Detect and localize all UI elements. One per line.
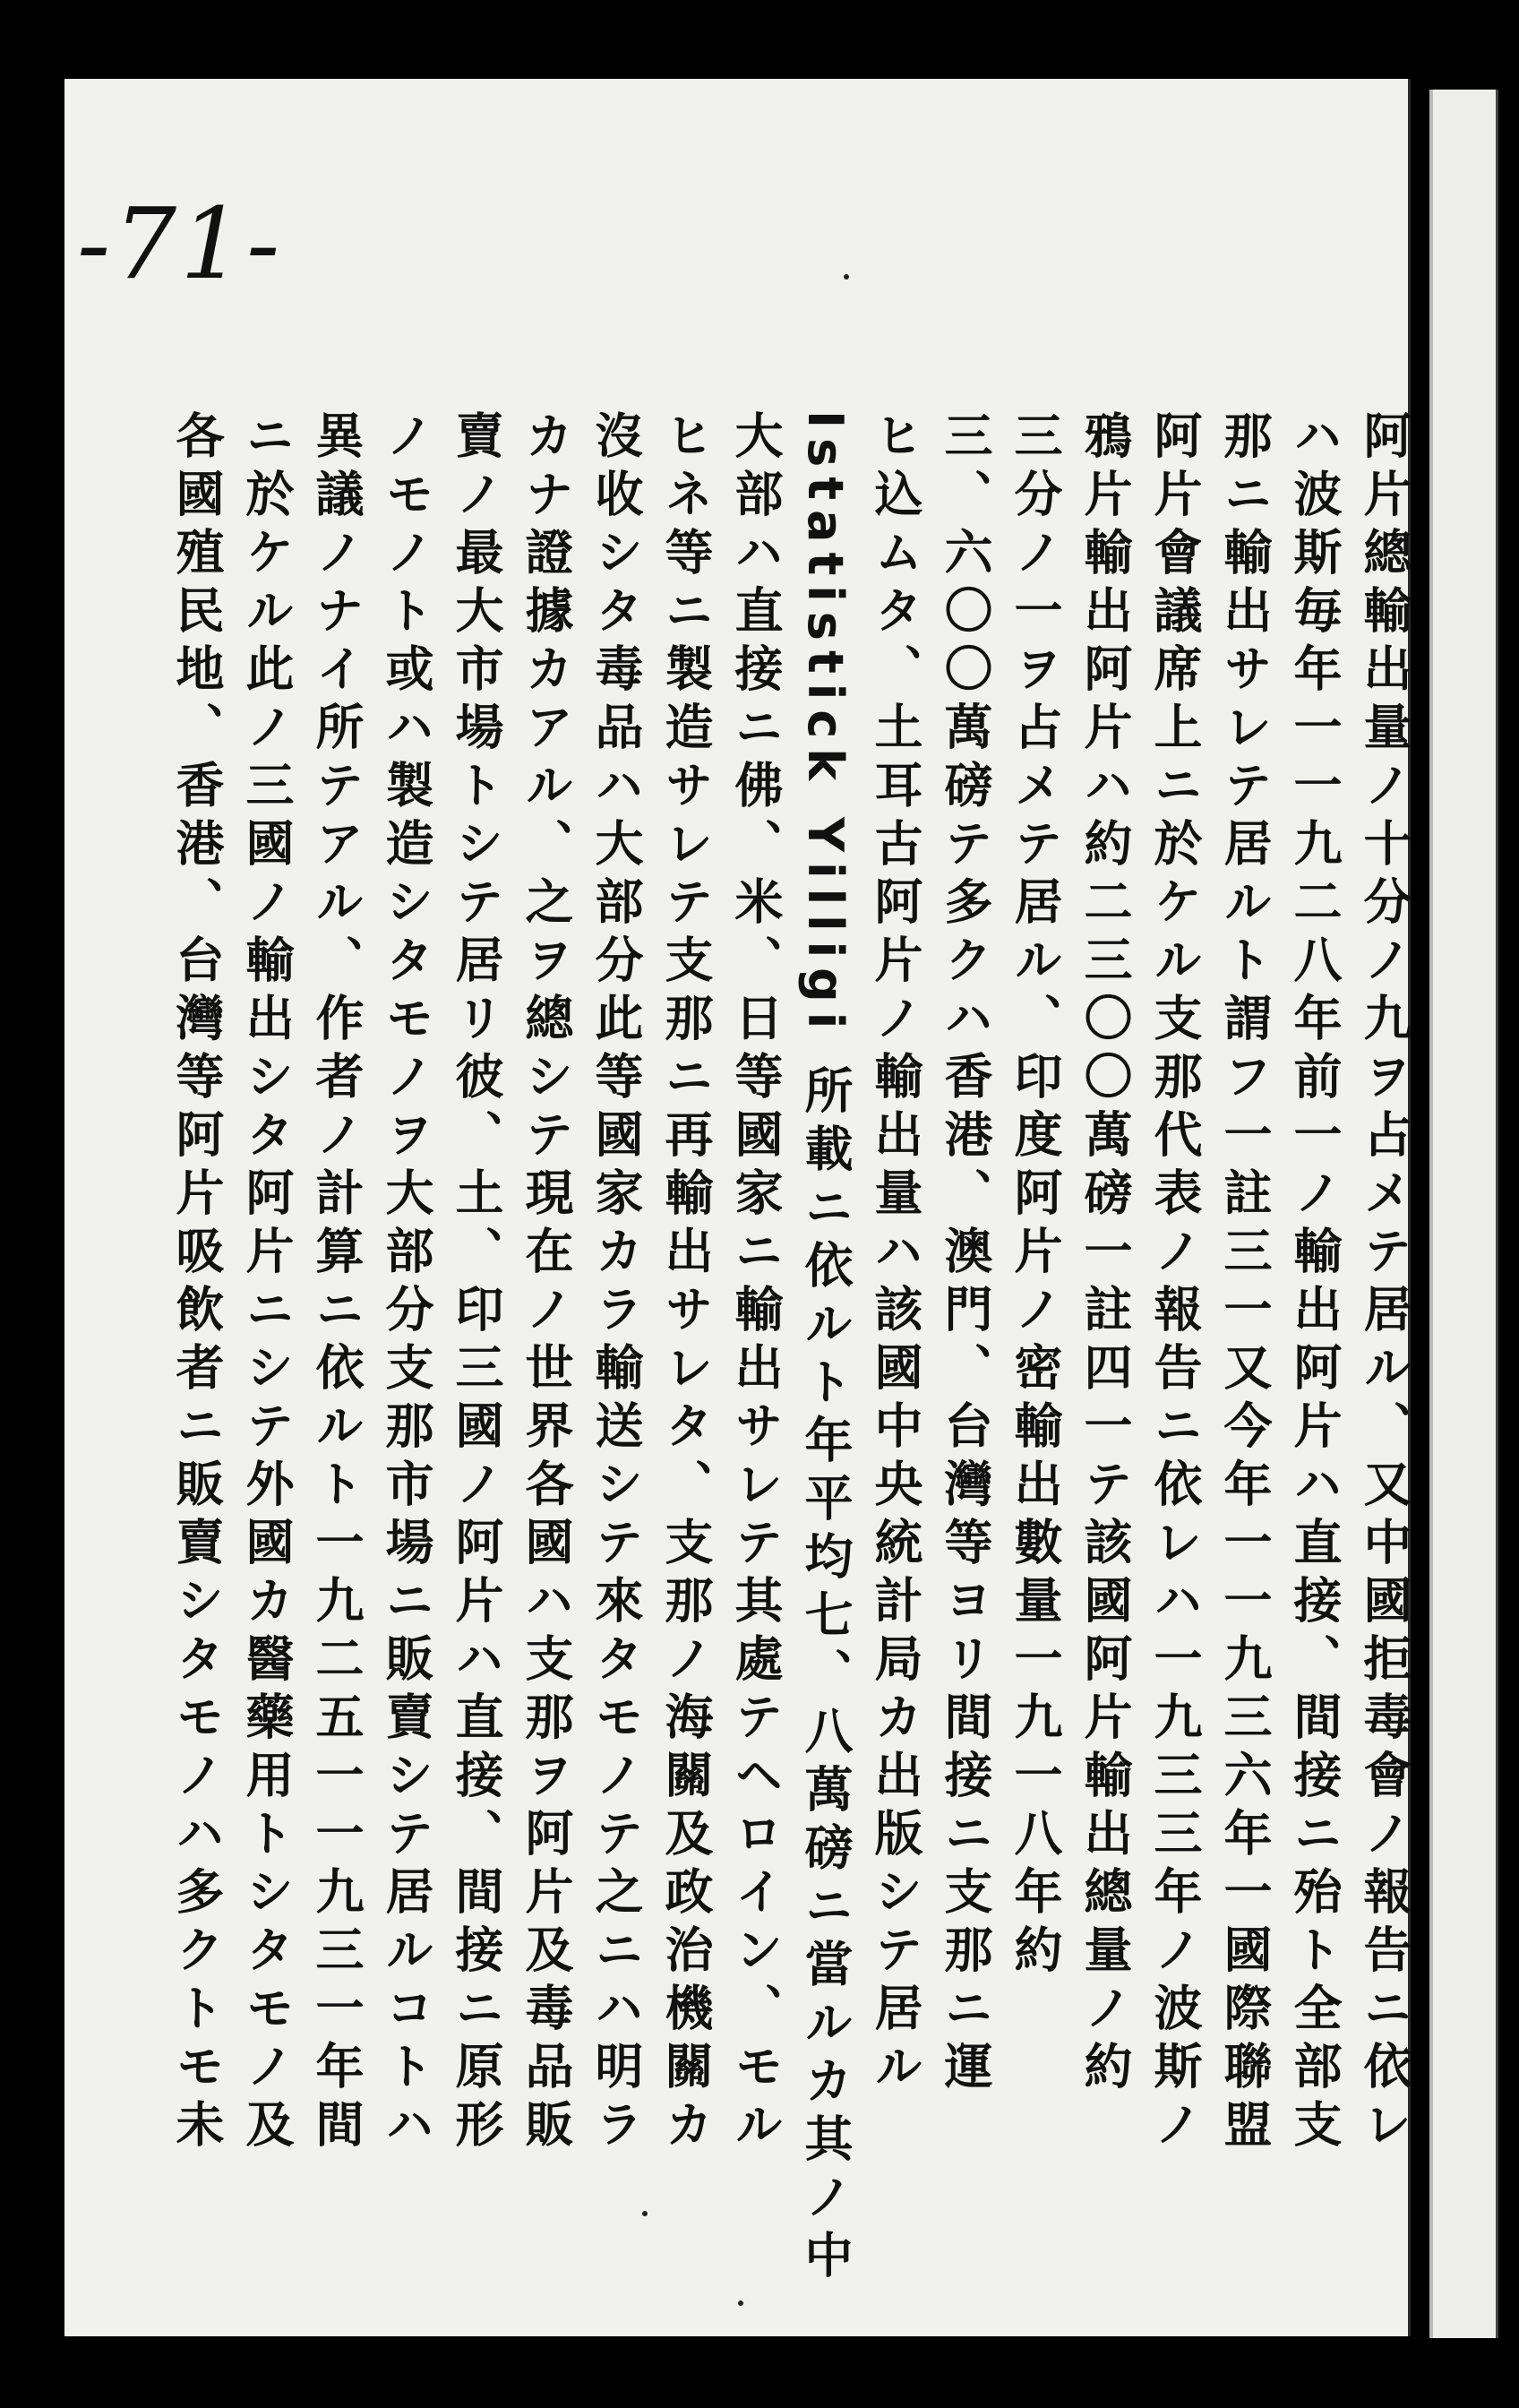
text-column: カナ證據カアル、之ヲ總シテ現在ノ世界各國ハ支那ヲ阿片及毒品販	[518, 410, 574, 2157]
text-column: ハ波斯毎年一一九二八年前一ノ輸出阿片ハ直接、間接ニ殆ト全部支	[1286, 410, 1343, 2157]
text-column: 異議ノナイ所テアル、作者ノ計算ニ依ルト一九二五一一九三一年間	[308, 410, 365, 2157]
text-column: 鴉片輸出阿片ハ約二三〇〇萬磅一註四一テ該國阿片輸出總量ノ約	[1077, 410, 1133, 2099]
text-column: 各國殖民地、香港、台灣等阿片吸飲者ニ販賣シタモノハ多クトモ未	[168, 410, 225, 2157]
vertical-text-block	[168, 410, 1412, 2289]
text-column: ニ於ケル此ノ三國ノ輸出シタ阿片ニシテ外國カ醫藥用トシタモノ及	[238, 410, 295, 2157]
text-column: 賣ノ最大市場トシテ居リ彼、土、印三國ノ阿片ハ直接、間接ニ原形	[448, 410, 504, 2157]
text-column: ヒネ等ニ製造サレテ支那ニ再輸出サレタ、支那ノ海關及政治機關カ	[657, 410, 714, 2157]
text-column: 阿片總輸出量ノ十分ノ九ヲ占メテ居ル、又中國拒毒會ノ報告ニ依レ	[1356, 410, 1412, 2157]
adjacent-page-edge	[1429, 90, 1498, 2338]
text-column: 阿片會議席上ニ於ケル支那代表ノ報告ニ依レハ一九三三年ノ波斯ノ	[1146, 410, 1203, 2157]
text-column: 三分ノ一ヲ占メテ居ル、印度阿片ノ密輸出數量一九一八年約	[1007, 410, 1063, 1982]
text-column: ノモノト或ハ製造シタモノヲ大部分支那市場ニ販賣シテ居ルコトハ	[378, 410, 434, 2157]
text-column: 三、六〇〇萬磅テ多クハ香港、澳門、台灣等ヨリ間接ニ支那ニ運	[937, 410, 993, 2099]
text-column: 大部ハ直接ニ佛、米、日等國家ニ輸出サレテ其處テヘロイン、モル	[727, 410, 784, 2157]
text-column: ヒ込ムタ、土耳古阿片ノ輸出量ハ該國中央統計局カ出版シテ居ル	[867, 410, 923, 2099]
speck	[738, 2300, 743, 2306]
document-page	[64, 79, 1411, 2336]
text-column: Istatistick Yilligi 所載ニ依ルト年平均七、八萬磅ニ當ルカ其ノ中	[797, 410, 854, 2289]
text-column: 沒收シタ毒品ハ大部分此等國家カラ輸送シテ來タモノテ之ニハ明ラ	[588, 410, 644, 2157]
speck	[844, 274, 849, 280]
page-number: -71-	[77, 186, 284, 301]
text-column: 那ニ輸出サレテ居ルト謂フ一註三一又今年一一九三六年一國際聯盟	[1216, 410, 1273, 2157]
